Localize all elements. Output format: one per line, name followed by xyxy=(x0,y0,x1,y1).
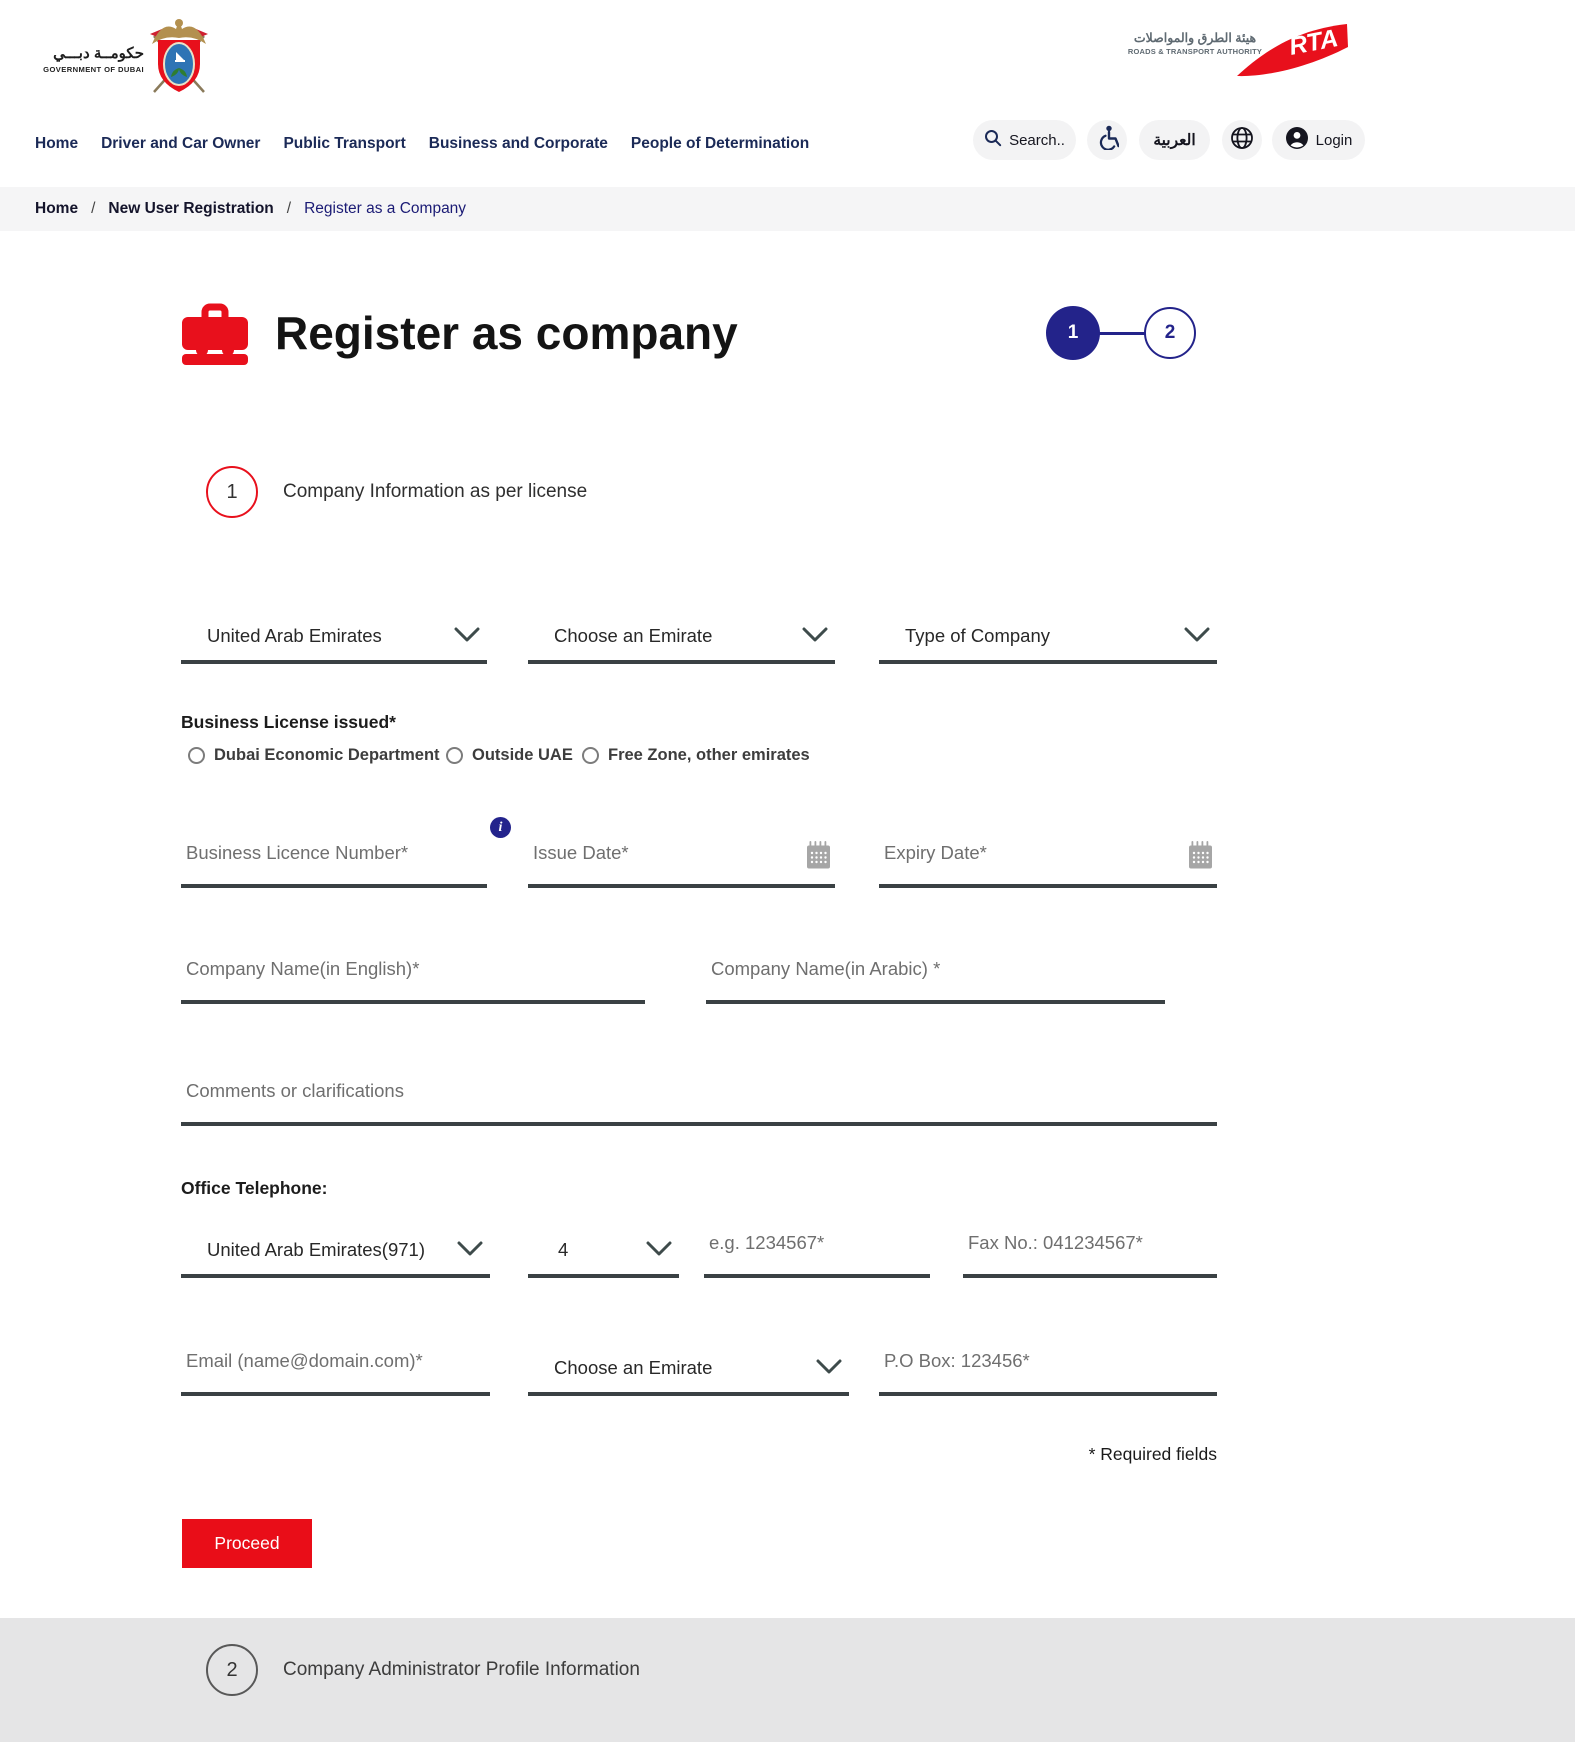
fax-number-input[interactable] xyxy=(963,1222,1217,1274)
po-emirate-select-value: Choose an Emirate xyxy=(554,1357,713,1378)
radio-label: Dubai Economic Department xyxy=(214,746,440,764)
svg-text:RTA: RTA xyxy=(1286,24,1341,61)
chevron-down-icon xyxy=(1184,627,1210,648)
emirate-select-value: Choose an Emirate xyxy=(554,625,713,646)
phone-area-code-select[interactable] xyxy=(528,1222,679,1278)
radio-option-free-zone[interactable] xyxy=(582,746,810,765)
page-title: Register as company xyxy=(275,307,738,359)
radio-label: Free Zone, other emirates xyxy=(608,746,810,764)
office-telephone-label: Office Telephone: xyxy=(181,1178,328,1198)
radio-label: Outside UAE xyxy=(472,746,573,764)
chevron-down-icon xyxy=(457,1241,483,1262)
phone-number-field xyxy=(704,1222,930,1278)
breadcrumb-separator: / xyxy=(91,200,96,217)
company-name-english-field xyxy=(181,948,645,1004)
expiry-date-input[interactable] xyxy=(879,832,1217,884)
country-select-value: United Arab Emirates xyxy=(207,625,382,646)
proceed-button[interactable]: Proceed xyxy=(182,1519,312,1568)
company-name-arabic-field xyxy=(706,948,1165,1004)
user-icon xyxy=(1285,126,1309,154)
radio-option-outside-uae[interactable] xyxy=(446,746,573,765)
radio-option-dubai-economic-department[interactable] xyxy=(188,746,440,765)
company-name-arabic-input[interactable] xyxy=(706,948,1165,1000)
phone-country-select-value: United Arab Emirates(971) xyxy=(207,1239,425,1260)
globe-button[interactable] xyxy=(1222,120,1262,160)
radio-icon[interactable] xyxy=(446,747,463,764)
emirate-select[interactable] xyxy=(528,608,835,664)
gov-logo-english: GOVERNMENT OF DUBAI xyxy=(43,65,144,74)
company-type-select[interactable] xyxy=(879,608,1217,664)
stepper-connector xyxy=(1099,332,1145,335)
comments-input[interactable] xyxy=(181,1070,1217,1122)
nav-item-people-of-determination[interactable]: People of Determination xyxy=(630,135,810,152)
chevron-down-icon xyxy=(454,627,480,648)
login-button[interactable] xyxy=(1272,120,1365,160)
search-button[interactable] xyxy=(973,120,1076,160)
chevron-down-icon xyxy=(802,627,828,648)
accessibility-button[interactable] xyxy=(1087,120,1127,160)
po-box-input[interactable] xyxy=(879,1340,1217,1392)
section-1-title: Company Information as per license xyxy=(283,481,588,502)
email-input[interactable] xyxy=(181,1340,490,1392)
breadcrumb xyxy=(0,187,1575,231)
phone-country-select[interactable] xyxy=(181,1222,490,1278)
comments-field xyxy=(181,1070,1217,1126)
breadcrumb-separator: / xyxy=(286,200,292,217)
section-2-title: Company Administrator Profile Information xyxy=(283,1659,640,1680)
nav-item-public-transport[interactable]: Public Transport xyxy=(283,135,406,152)
stepper-step-1: 1 xyxy=(1046,306,1100,360)
country-select[interactable] xyxy=(181,608,487,664)
language-toggle-button[interactable] xyxy=(1139,120,1210,160)
company-name-english-input[interactable] xyxy=(181,948,645,1000)
po-emirate-select[interactable] xyxy=(528,1340,849,1396)
business-licence-number-field xyxy=(181,832,487,888)
primary-nav xyxy=(35,126,809,162)
briefcase-icon xyxy=(182,303,248,370)
calendar-icon[interactable] xyxy=(1188,841,1213,874)
rta-logo-icon xyxy=(1235,22,1351,87)
nav-item-home[interactable]: Home xyxy=(35,135,79,152)
stepper-step-2: 2 xyxy=(1144,307,1196,359)
globe-icon xyxy=(1230,126,1254,155)
calendar-icon[interactable] xyxy=(806,841,831,874)
login-label: Login xyxy=(1315,131,1353,149)
chevron-down-icon xyxy=(816,1359,842,1380)
business-license-issued-label: Business License issued* xyxy=(181,712,396,732)
required-fields-note: * Required fields xyxy=(1088,1444,1217,1464)
po-box-field xyxy=(879,1340,1217,1396)
breadcrumb-current-page: Register as a Company xyxy=(304,200,467,217)
dubai-emblem-icon xyxy=(146,14,212,113)
breadcrumb-home[interactable]: Home xyxy=(35,200,79,217)
gov-logo-arabic: حكومــة دبـــي xyxy=(53,45,144,62)
wheelchair-icon xyxy=(1096,125,1119,155)
search-label: Search.. xyxy=(1009,131,1065,149)
rta-logo-arabic: هيئة الطرق والمواصلات xyxy=(1133,31,1257,45)
phone-number-input[interactable] xyxy=(704,1222,930,1274)
rta-logo-english: ROADS & TRANSPORT AUTHORITY xyxy=(1127,47,1263,56)
business-licence-number-input[interactable] xyxy=(181,832,487,884)
company-type-select-value: Type of Company xyxy=(905,625,1050,646)
chevron-down-icon xyxy=(646,1241,672,1262)
phone-area-code-value: 4 xyxy=(558,1239,569,1260)
issue-date-field xyxy=(528,832,835,888)
section-2-number-badge: 2 xyxy=(206,1644,258,1696)
email-field xyxy=(181,1340,490,1396)
radio-icon[interactable] xyxy=(582,747,599,764)
section-1-number-badge: 1 xyxy=(206,466,258,518)
language-label: العربية xyxy=(1153,131,1196,149)
nav-item-business-and-corporate[interactable]: Business and Corporate xyxy=(428,135,608,152)
nav-item-driver-and-car-owner[interactable]: Driver and Car Owner xyxy=(101,135,261,152)
search-icon xyxy=(984,129,1002,151)
radio-icon[interactable] xyxy=(188,747,205,764)
fax-number-field xyxy=(963,1222,1217,1278)
government-of-dubai-logo xyxy=(40,44,144,74)
issue-date-input[interactable] xyxy=(528,832,835,884)
info-icon[interactable]: i xyxy=(490,817,511,838)
breadcrumb-new-user-registration[interactable]: New User Registration xyxy=(108,200,274,217)
expiry-date-field xyxy=(879,832,1217,888)
